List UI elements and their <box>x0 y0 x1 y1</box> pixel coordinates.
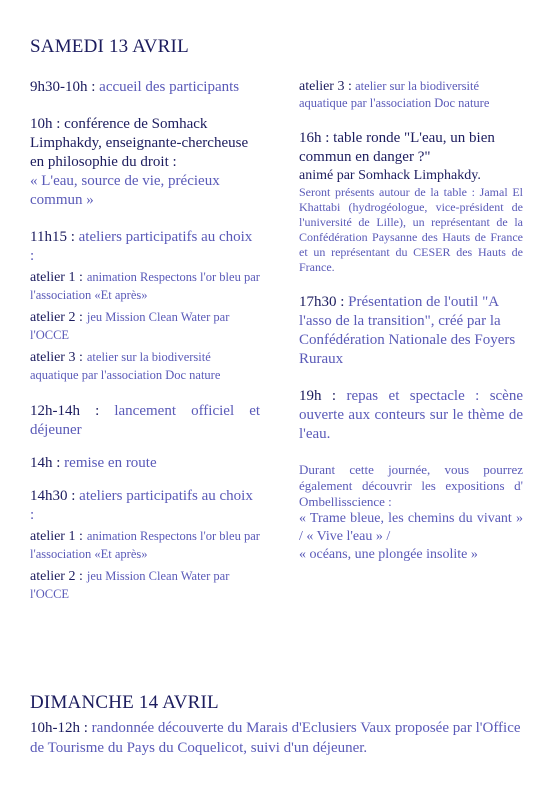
sunday-time: 10h-12h <box>30 720 80 736</box>
atelier-item <box>30 268 260 304</box>
outil-item <box>299 293 523 369</box>
atelier-item <box>30 567 260 603</box>
reprise-item <box>30 454 260 473</box>
reprise-sep: : <box>56 455 61 471</box>
table-ronde-time: 16h <box>299 130 322 146</box>
atelier3-label: atelier 3 : <box>299 79 352 94</box>
atelier-label: atelier 2 : <box>30 569 83 584</box>
outil-text2: "A l'asso de la transition", créé par la Confédération Nationale des Foyers Ruraux <box>299 294 516 367</box>
conference-time: 10h <box>30 116 53 132</box>
lancement-sep: : <box>95 403 100 419</box>
accueil-text: accueil des participants <box>99 79 240 95</box>
atelier3-item <box>299 78 523 111</box>
repas-item <box>299 387 523 444</box>
accueil-item <box>30 78 260 97</box>
lancement-item <box>30 402 260 440</box>
expo-intro: Durant cette journée, vous pourrez également découvrir les expositions d' Ombellisscience : <box>299 462 523 509</box>
conference-title: « L'eau, source de vie, précieux commun » <box>30 173 220 208</box>
atelier-item <box>30 348 260 384</box>
repas-time: 19h <box>299 388 322 404</box>
table-ronde-sep: : <box>325 130 330 146</box>
ateliers2-text: ateliers participatifs au choix : <box>30 488 253 523</box>
atelier3-text: atelier sur la biodiversité aquatique par l'association Doc nature <box>299 79 490 110</box>
atelier-text: jeu Mission Clean Water par l'OCCE <box>30 569 230 601</box>
conference-item <box>30 115 260 210</box>
sunday-heading: DIMANCHE 14 AVRIL <box>30 692 219 713</box>
reprise-text: remise en route <box>64 455 157 471</box>
conference-desc: conférence de Somhack Limphakdy, enseignante-chercheuse en philosophie du droit : <box>30 116 249 170</box>
table-ronde-animator: animé par Somhack Limphakdy. <box>299 168 481 183</box>
outil-text: Présentation de l'outil <box>348 294 479 310</box>
atelier-text: atelier sur la biodiversité aquatique par l'association Doc nature <box>30 350 221 382</box>
atelier-item <box>30 527 260 563</box>
conference-sep: : <box>56 116 61 132</box>
ateliers2-sep: : <box>71 488 76 504</box>
outil-sep: : <box>340 294 345 310</box>
sunday-sep: : <box>83 720 88 736</box>
accueil-time: 9h30-10h <box>30 79 88 95</box>
ateliers2-item <box>30 487 260 525</box>
table-ronde-details: Seront présents autour de la table : Jamal El Khattabi (hydrogéologue, vice-président de l'université de Lille), un représentant de la Confédération Paysanne des Hauts de France et un représentant du CESER des Hauts de France. <box>299 185 523 274</box>
reprise-time: 14h <box>30 455 53 471</box>
ateliers1-time: 11h15 <box>30 229 67 245</box>
atelier-label: atelier 1 : <box>30 270 83 285</box>
table-ronde-item <box>299 129 523 275</box>
atelier-label: atelier 2 : <box>30 310 83 325</box>
atelier-label: atelier 1 : <box>30 529 83 544</box>
lancement-time: 12h-14h <box>30 403 80 419</box>
lancement-text: lancement officiel et déjeuner <box>30 403 261 438</box>
accueil-sep: : <box>91 79 96 95</box>
expo-line2: « océans, une plongée insolite » <box>299 547 478 562</box>
ateliers2-time: 14h30 <box>30 488 68 504</box>
sunday-item <box>30 718 525 758</box>
sunday-text: randonnée découverte du Marais d'Eclusiers Vaux proposée par l'Office de Tourisme du Pays du Coquelicot, suivi d'un déjeuner. <box>30 720 521 756</box>
repas-sep: : <box>331 388 337 404</box>
atelier-item <box>30 308 260 344</box>
saturday-heading: SAMEDI 13 AVRIL <box>30 36 189 57</box>
table-ronde-title: table ronde "L'eau, un bien commun en danger ?" <box>299 130 495 165</box>
ateliers1-text: ateliers participatifs au choix : <box>30 229 253 264</box>
atelier-label: atelier 3 : <box>30 350 83 365</box>
saturday-right-column <box>299 78 523 564</box>
atelier-text: jeu Mission Clean Water par l'OCCE <box>30 310 230 342</box>
expo-line1: « Trame bleue, les chemins du vivant » / « Vive l'eau » / <box>299 511 523 544</box>
repas-text: repas et spectacle : scène ouverte aux conteurs sur le thème de l'eau. <box>299 388 524 442</box>
ateliers1-item <box>30 228 260 266</box>
ateliers1-sep: : <box>70 229 75 245</box>
atelier-text: animation Respectons l'or bleu par l'association «Et après» <box>30 529 260 561</box>
outil-time: 17h30 <box>299 294 337 310</box>
atelier-text: animation Respectons l'or bleu par l'association «Et après» <box>30 270 260 302</box>
saturday-left-column <box>30 78 260 607</box>
